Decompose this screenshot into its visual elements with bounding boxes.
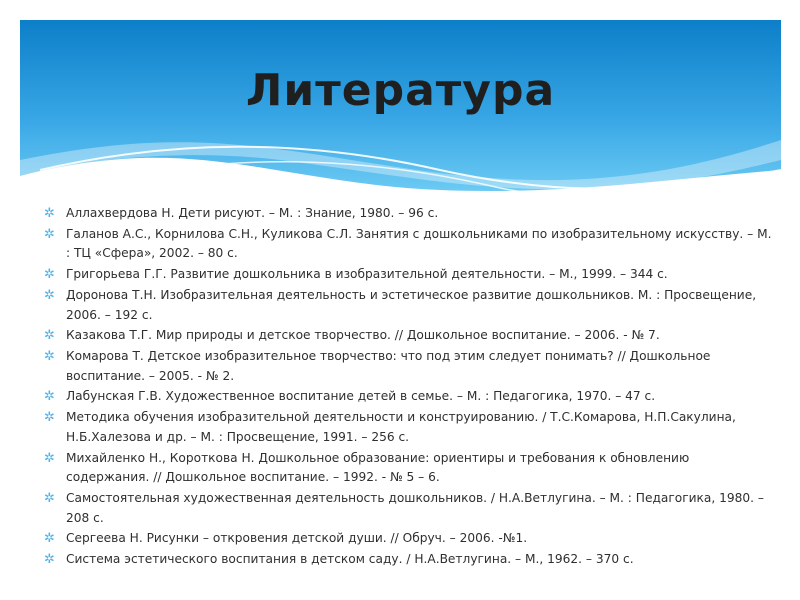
list-item — [44, 225, 774, 264]
reference-text: Комарова Т. Детское изобразительное творчество: что под этим следует понимать? // Дошкольное воспитание. – 2005. - № 2. — [66, 349, 711, 383]
list-item — [44, 204, 774, 224]
list-item — [44, 529, 774, 549]
reference-text: Аллахвердова Н. Дети рисуют. – М. : Знание, 1980. – 96 с. — [66, 206, 439, 220]
list-item — [44, 550, 774, 570]
reference-text: Михайленко Н., Короткова Н. Дошкольное образование: ориентиры и требования к обновлению содержания. // Дошкольное воспитание. – 1992. - № 5 – 6. — [66, 450, 690, 485]
asterisk-bullet-icon: ✲ — [44, 287, 55, 303]
asterisk-bullet-icon: ✲ — [44, 410, 55, 426]
list-item — [44, 408, 774, 447]
reference-text: Галанов А.С., Корнилова С.Н., Куликова С.Л. Занятия с дошкольниками по изобразительному искусству. – М. : ТЦ «Сфера», 2002. – 80 с. — [66, 226, 772, 261]
list-item — [44, 347, 774, 386]
reference-text: Самостоятельная художественная деятельность дошкольников. / Н.А.Ветлугина. – М. : Педагогика, 1980. – 208 с. — [66, 491, 764, 525]
reference-text: Доронова Т.Н. Изобразительная деятельность и эстетическое развитие дошкольников. М. : Просвещение, 2006. – 192 с. — [66, 287, 757, 322]
asterisk-bullet-icon: ✲ — [44, 389, 55, 405]
asterisk-bullet-icon: ✲ — [44, 450, 55, 466]
list-item — [44, 489, 774, 528]
asterisk-bullet-icon: ✲ — [44, 226, 55, 242]
header-wave-background — [20, 20, 781, 220]
asterisk-bullet-icon: ✲ — [44, 491, 55, 506]
asterisk-bullet-icon: ✲ — [44, 206, 55, 221]
asterisk-bullet-icon: ✲ — [44, 349, 55, 365]
reference-text: Система эстетического воспитания в детском саду. / Н.А.Ветлугина. – М., 1962. – 370 с. — [66, 552, 634, 567]
slide — [20, 20, 781, 596]
asterisk-bullet-icon: ✲ — [44, 267, 55, 283]
asterisk-bullet-icon: ✲ — [44, 531, 55, 547]
list-item — [44, 326, 774, 346]
asterisk-bullet-icon: ✲ — [44, 328, 55, 344]
asterisk-bullet-icon: ✲ — [44, 552, 55, 568]
reference-text: Григорьева Г.Г. Развитие дошкольника в изобразительной деятельности. – М., 1999. – 344 с. — [66, 267, 668, 282]
list-item — [44, 286, 774, 325]
reference-text: Казакова Т.Г. Мир природы и детское творчество. // Дошкольное воспитание. – 2006. - № 7. — [66, 328, 660, 343]
reference-text: Сергеева Н. Рисунки – откровения детской души. // Обруч. – 2006. -№1. — [66, 531, 528, 546]
list-item — [44, 387, 774, 407]
reference-list — [44, 204, 774, 571]
slide-title: Литература — [245, 65, 556, 116]
list-item — [44, 265, 774, 285]
reference-text: Лабунская Г.В. Художественное воспитание детей в семье. – М. : Педагогика, 1970. – 47 с. — [66, 389, 656, 404]
list-item — [44, 449, 774, 488]
reference-text: Методика обучения изобразительной деятельности и конструированию. / Т.С.Комарова, Н.П.Сакулина, Н.Б.Халезова и др. – М. : Просвещение, 1991. – 256 с. — [66, 410, 736, 444]
